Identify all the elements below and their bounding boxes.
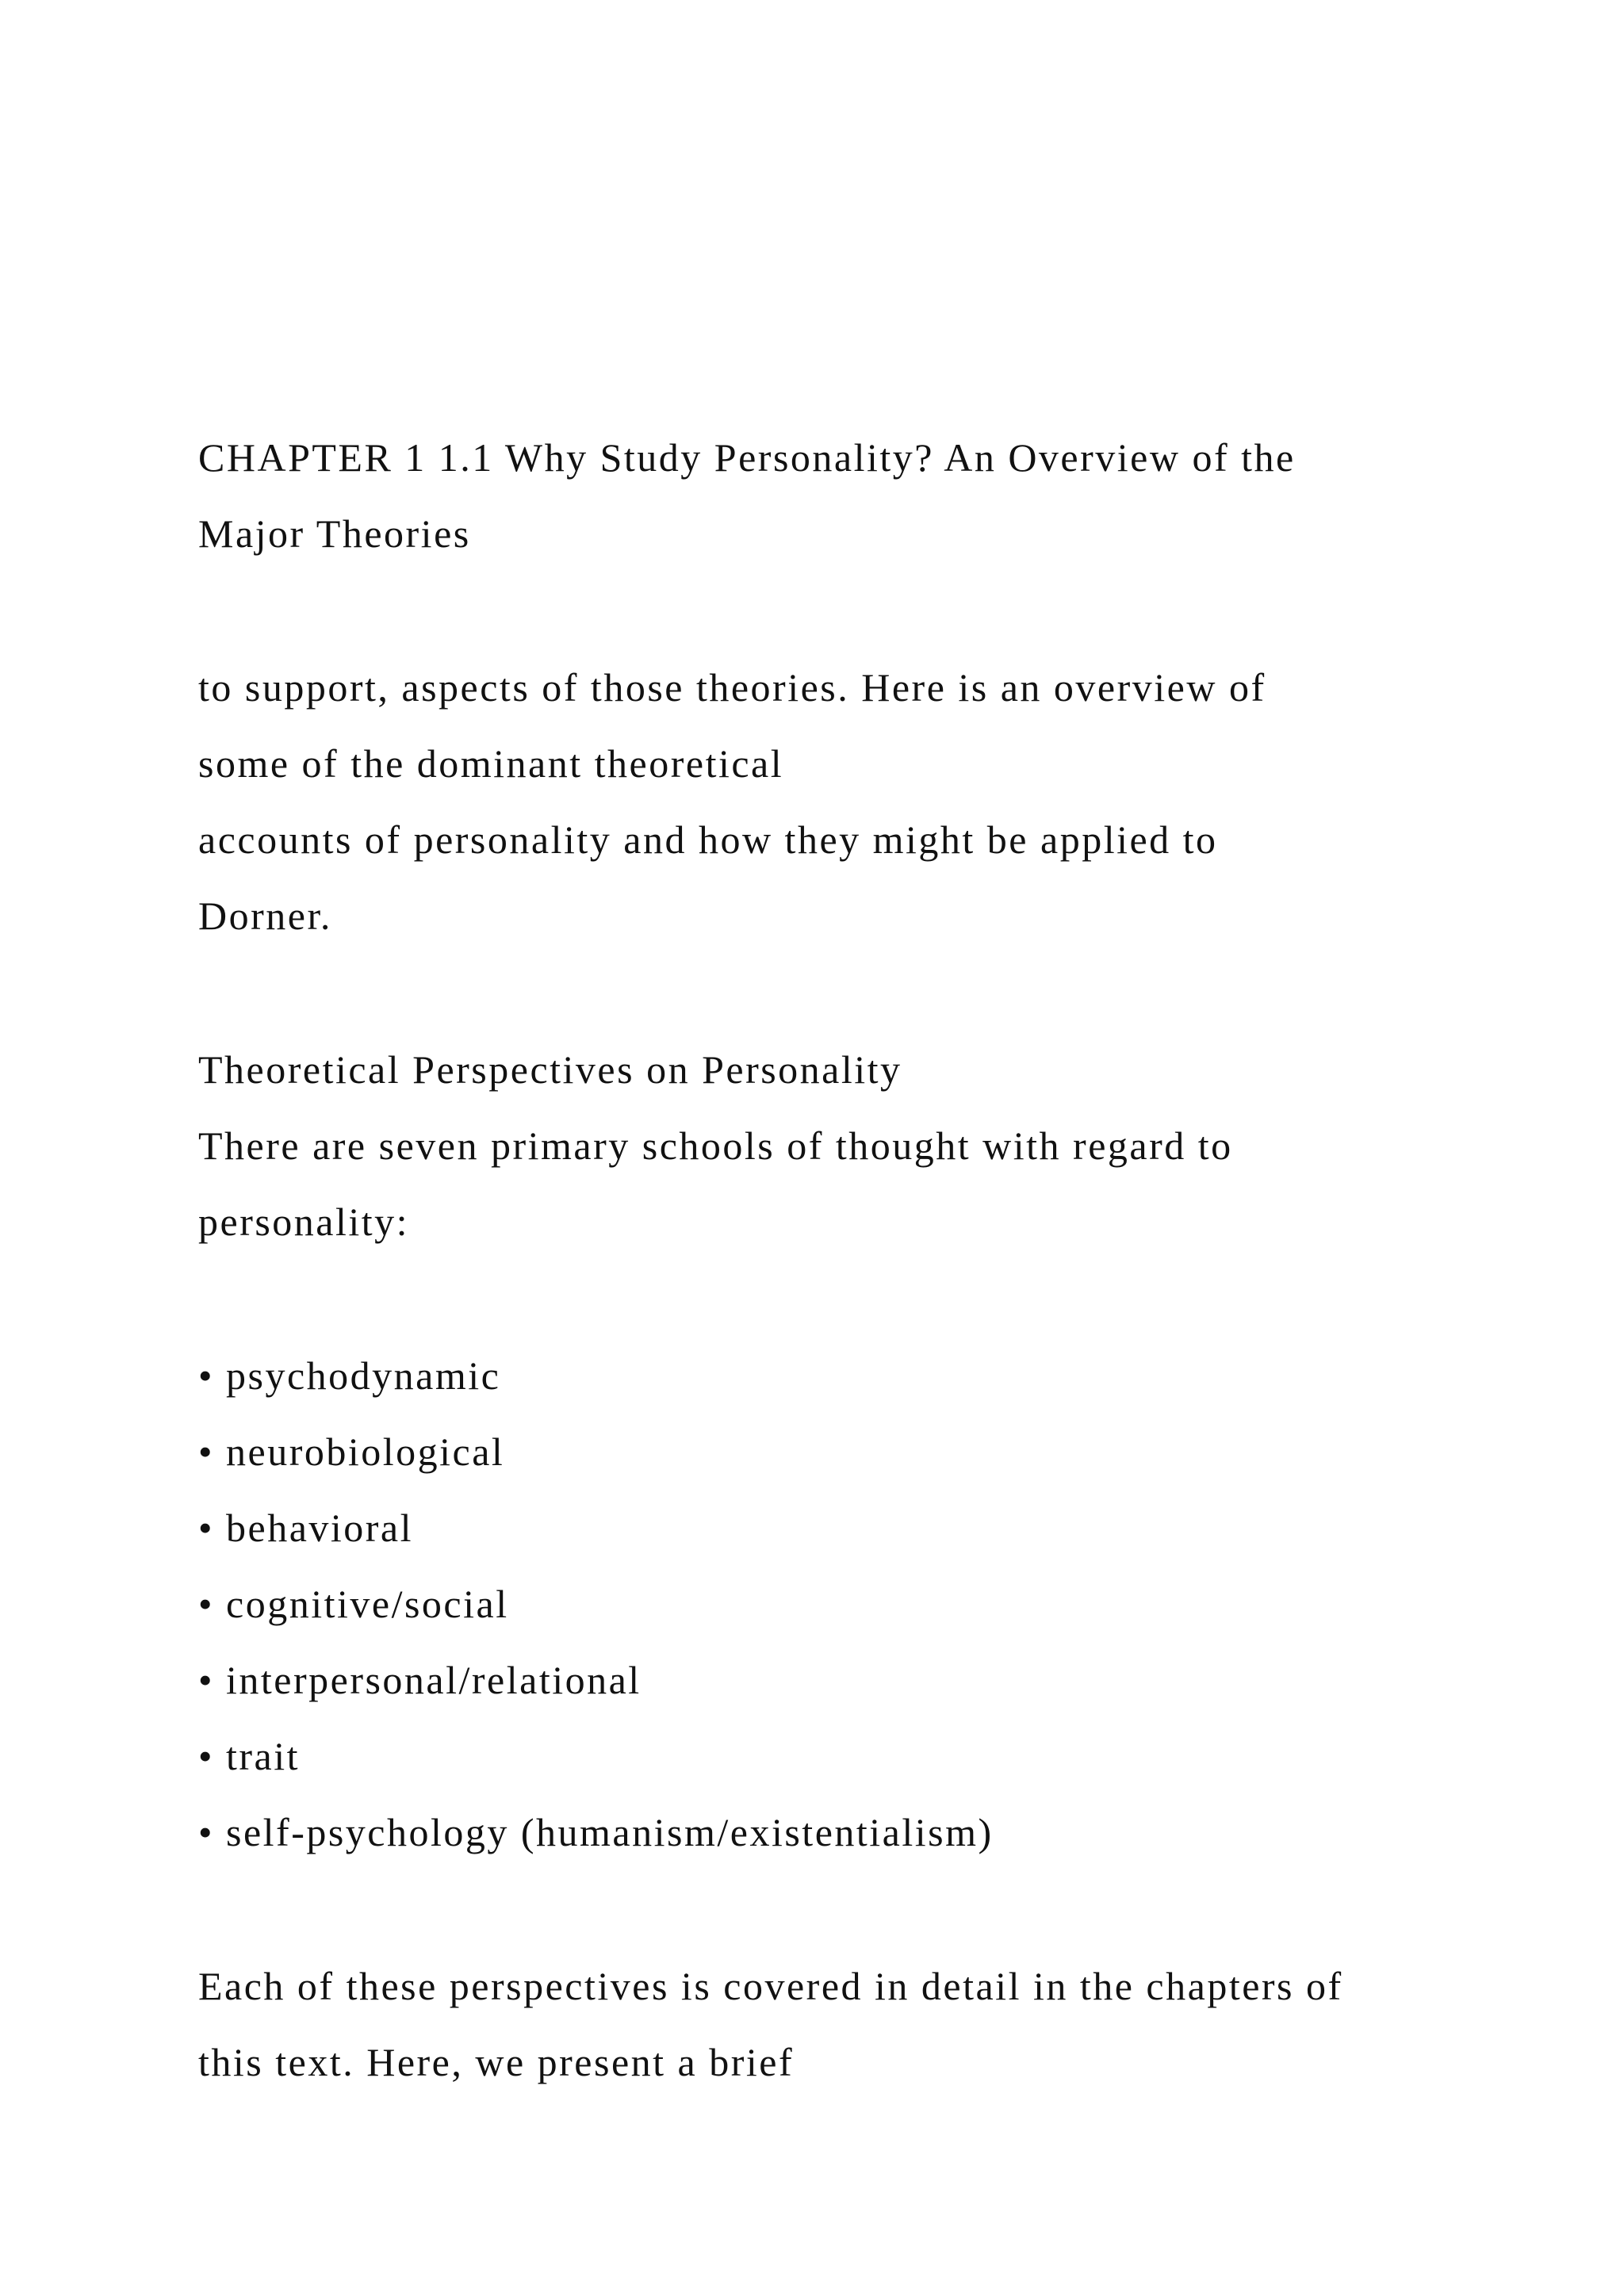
list-item: • neurobiological xyxy=(198,1429,505,1474)
paragraph-1-line-2: some of the dominant theoretical xyxy=(198,741,784,786)
list-item: • cognitive/social xyxy=(198,1582,509,1626)
list-item: • interpersonal/relational xyxy=(198,1658,642,1702)
paragraph-3-line-2: this text. Here, we present a brief xyxy=(198,2040,795,2084)
section-title: Theoretical Perspectives on Personality xyxy=(198,1047,902,1092)
list-item: • psychodynamic xyxy=(198,1353,501,1398)
chapter-heading-line-1: CHAPTER 1 1.1 Why Study Personality? An Overview of the xyxy=(198,435,1296,480)
paragraph-2-line-2: personality: xyxy=(198,1200,410,1244)
list-item: • self-psychology (humanism/existentialism) xyxy=(198,1810,994,1854)
paragraph-3-line-1: Each of these perspectives is covered in detail in the chapters of xyxy=(198,1964,1343,2008)
chapter-heading-line-2: Major Theories xyxy=(198,511,471,556)
list-item: • trait xyxy=(198,1734,301,1778)
paragraph-1-line-4: Dorner. xyxy=(198,894,332,938)
paragraph-1-line-3: accounts of personality and how they might be applied to xyxy=(198,817,1218,862)
paragraph-1-line-1: to support, aspects of those theories. Here is an overview of xyxy=(198,665,1266,710)
paragraph-2-line-1: There are seven primary schools of thought with regard to xyxy=(198,1123,1233,1168)
list-item: • behavioral xyxy=(198,1506,414,1550)
